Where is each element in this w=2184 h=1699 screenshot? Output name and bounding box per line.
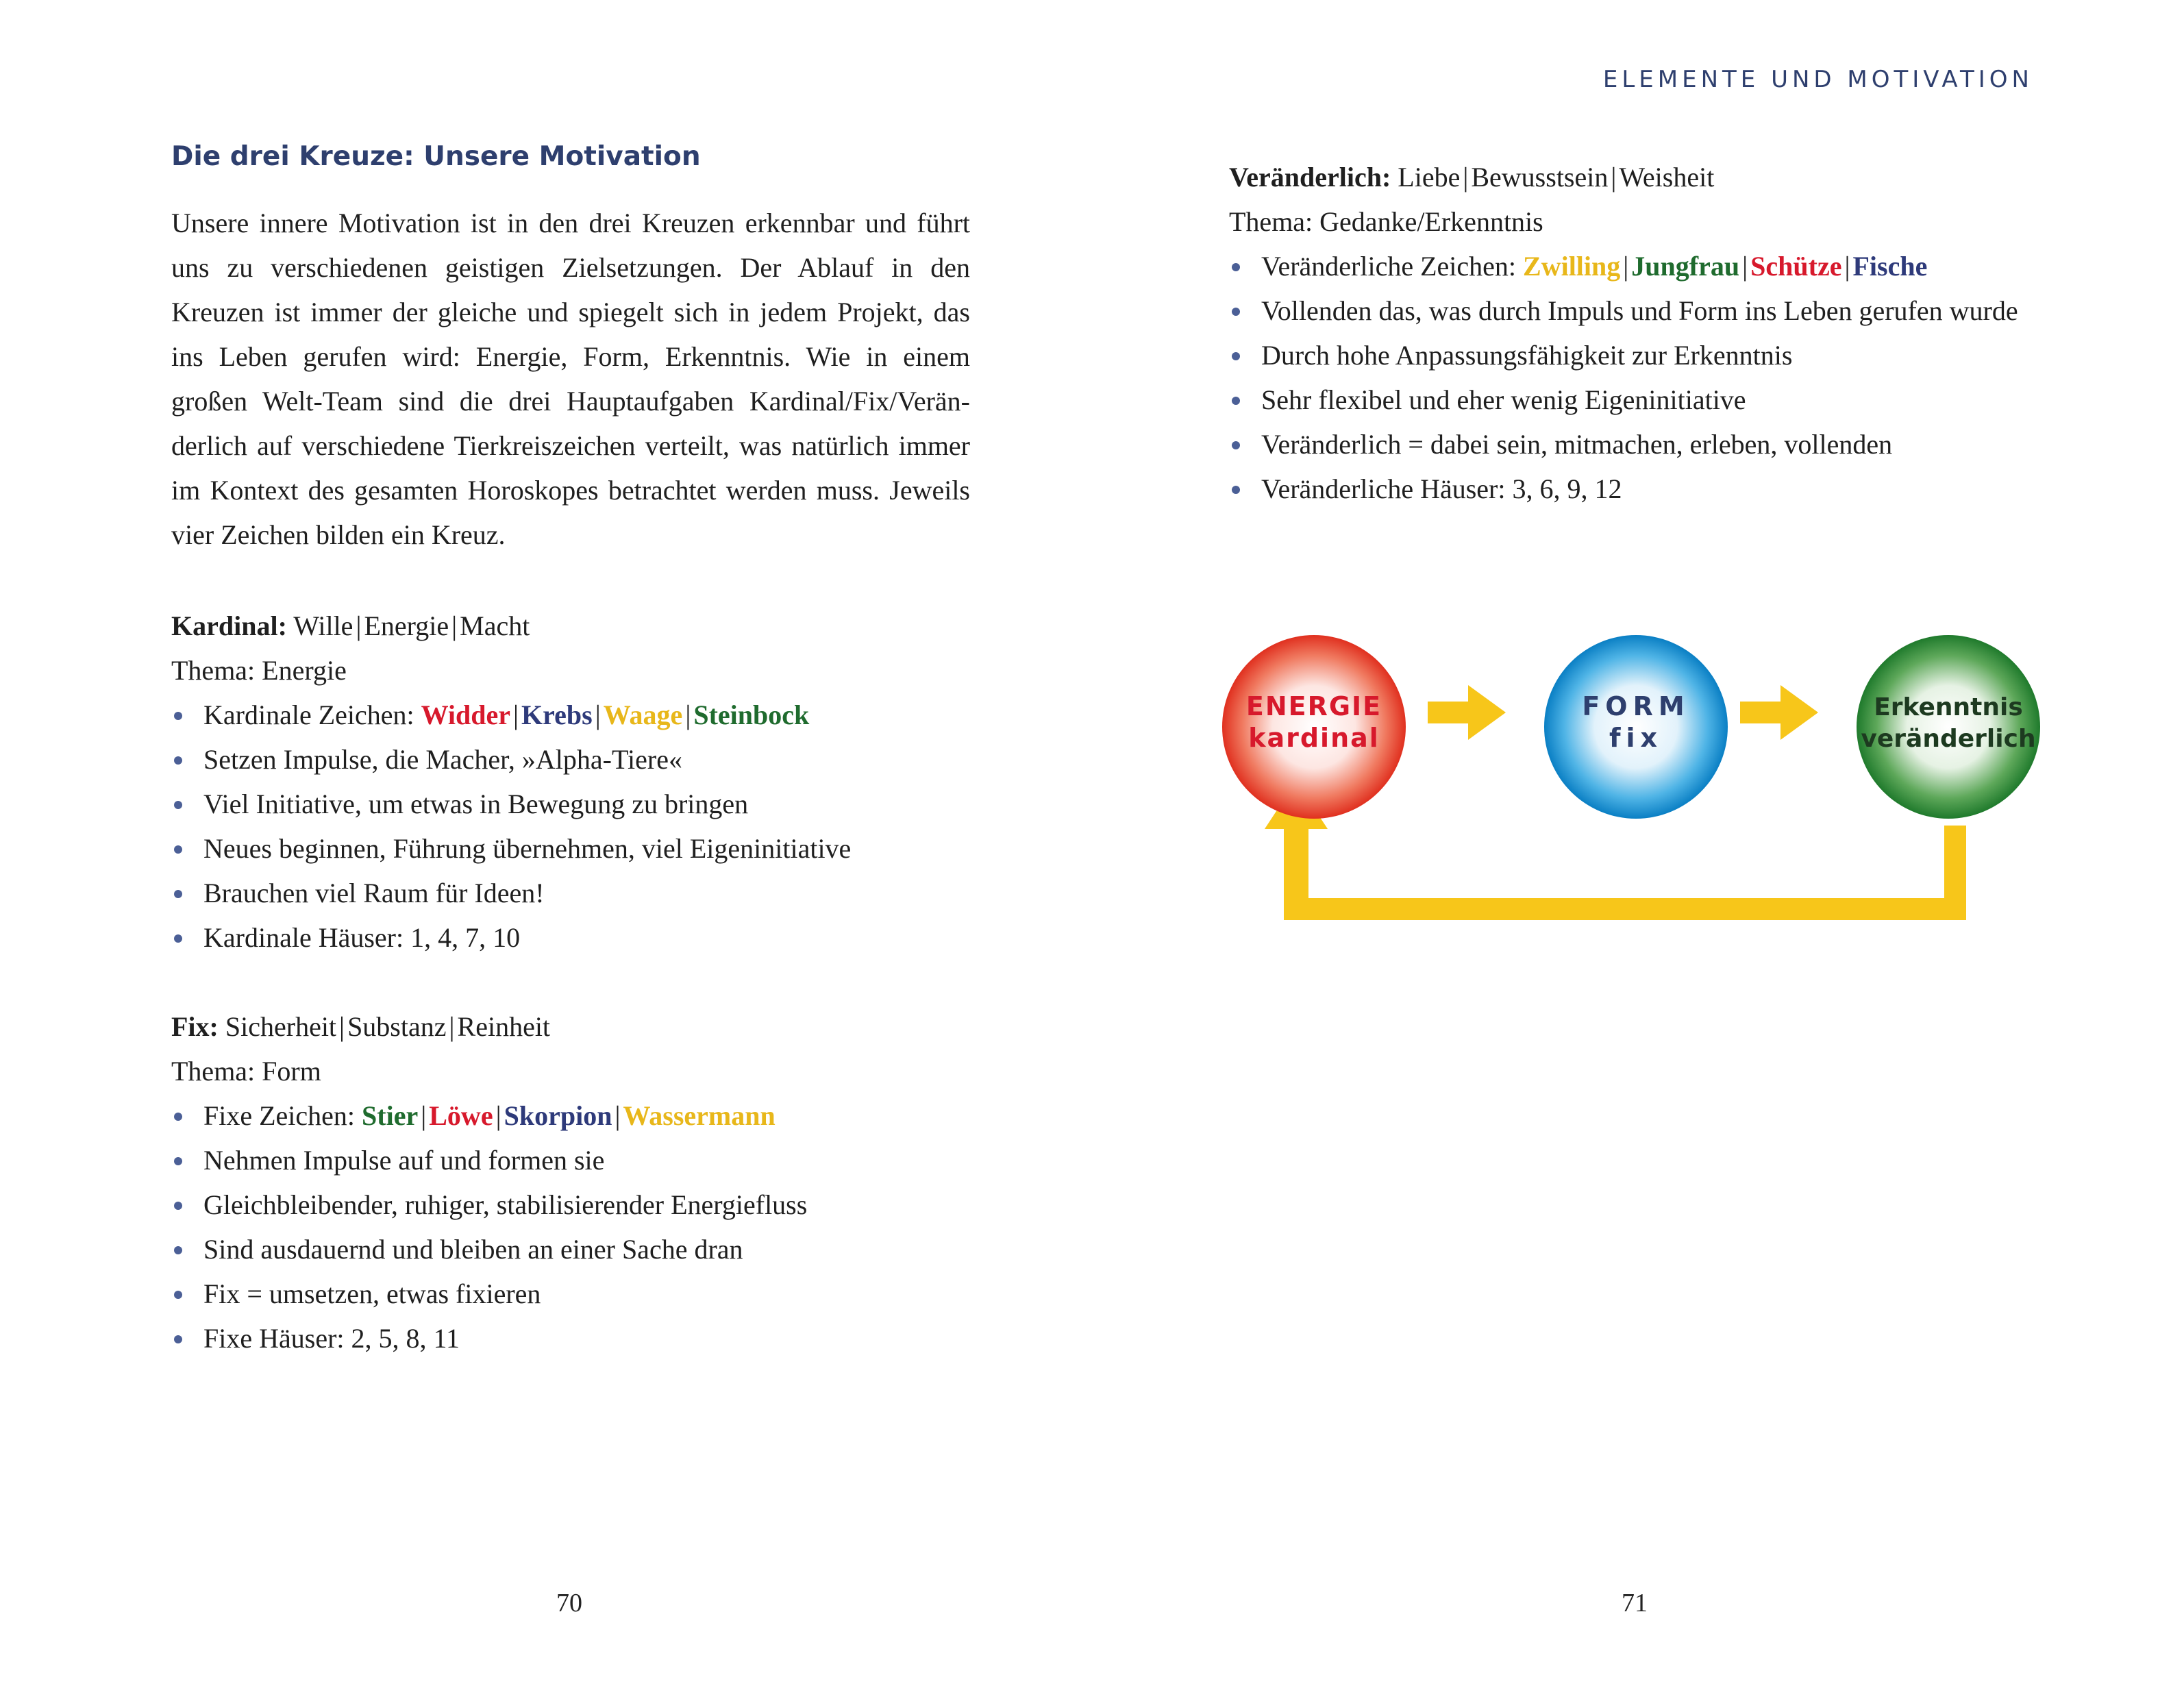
veraenderlich-keywords: Veränderlich: Liebe | Bewusstsein | Weisheit xyxy=(1229,162,1715,193)
intro-paragraph: Unsere innere Motivation ist in den drei Kreuzen erkennbar und führt uns zu verschiedenen geistigen Zielsetzungen. Der Ablauf in den Kreuzen ist immer der gleiche und spiegelt sich in jedem Projekt, das ins Leben gerufen wird: Energie, Form, Erkenntnis. Wie in einem großen Welt-Team sind die drei Hauptaufgaben Kardinal/Fix/Veränderlich auf verschiedene Tierkreiszeichen verteilt, was natürlich immer im Kontext des gesamten Horoskopes betrachtet werden muss. Jeweils vier Zeichen bilden ein Kreuz. xyxy=(171,208,970,550)
veraenderlich-list xyxy=(1229,244,2018,511)
sign-schuetze: Schütze xyxy=(1750,251,1842,282)
arrow-right-icon xyxy=(1428,685,1506,740)
list-item: Sind ausdauernd und bleiben an einer Sache dran xyxy=(171,1227,807,1272)
sign-stier: Stier xyxy=(362,1100,419,1131)
kardinal-theme: Thema: Energie xyxy=(171,655,347,686)
sign-widder: Widder xyxy=(421,699,511,730)
kardinal-keywords: Kardinal: Wille | Energie | Macht xyxy=(171,610,530,641)
running-head: ELEMENTE UND MOTIVATION xyxy=(1602,66,2033,93)
list-item: Durch hohe Anpassungsfähigkeit zur Erkenntnis xyxy=(1229,333,2018,377)
list-item: Vollenden das, was durch Impuls und Form ins Leben gerufen wurde xyxy=(1229,288,2018,333)
sign-waage: Waage xyxy=(603,699,683,730)
sign-loewe: Löwe xyxy=(429,1100,493,1131)
fix-keywords: Fix: Sicherheit | Substanz | Reinheit xyxy=(171,1011,551,1042)
veraenderlich-label: veränderlich xyxy=(1861,725,2036,753)
sign-jungfrau: Jungfrau xyxy=(1631,251,1740,282)
list-item: Veränderliche Häuser: 3, 6, 9, 12 xyxy=(1229,467,2018,511)
page-number-right: 71 xyxy=(1622,1589,1648,1617)
fix-label: Fix: xyxy=(171,1011,219,1042)
sign-skorpion: Skorpion xyxy=(504,1100,612,1131)
list-item: Sehr flexibel und eher wenig Eigeninitiative xyxy=(1229,377,2018,422)
sign-fische: Fische xyxy=(1852,251,1928,282)
fix-section xyxy=(171,1004,807,1361)
right-page xyxy=(1092,0,2184,1699)
sign-zwilling: Zwilling xyxy=(1523,251,1621,282)
form-label: FORM xyxy=(1582,691,1690,721)
motivation-cycle-diagram xyxy=(1222,630,2044,932)
list-item: Veränderlich = dabei sein, mitmachen, erleben, vollenden xyxy=(1229,422,2018,467)
sign-wassermann: Wassermann xyxy=(623,1100,775,1131)
list-item: Kardinale Häuser: 1, 4, 7, 10 xyxy=(171,915,851,960)
kardinal-section xyxy=(171,604,851,960)
list-item: Fix = umsetzen, etwas fixieren xyxy=(171,1272,807,1316)
list-item: Brauchen viel Raum für Ideen! xyxy=(171,871,851,915)
list-item: Veränderliche Zeichen: Zwilling | Jungfrau | Schütze | Fische xyxy=(1229,244,2018,288)
veraenderlich-section xyxy=(1229,155,2018,511)
fix-theme: Thema: Form xyxy=(171,1056,321,1087)
energie-label: ENERGIE xyxy=(1245,691,1382,721)
fix-list xyxy=(171,1093,807,1361)
kardinal-label: Kardinal: xyxy=(171,610,287,641)
list-item: Setzen Impulse, die Macher, »Alpha-Tiere« xyxy=(171,737,851,782)
sign-krebs: Krebs xyxy=(521,699,593,730)
list-item: Gleichbleibender, ruhiger, stabilisierender Energiefluss xyxy=(171,1182,807,1227)
page-number-left: 70 xyxy=(556,1589,582,1617)
list-item: Nehmen Impulse auf und formen sie xyxy=(171,1138,807,1182)
list-item: Kardinale Zeichen: Widder | Krebs | Waage | Steinbock xyxy=(171,693,851,737)
section-heading: Die drei Kreuze: Unsere Motivation xyxy=(171,141,701,172)
sign-steinbock: Steinbock xyxy=(693,699,810,730)
list-item: Fixe Zeichen: Stier | Löwe | Skorpion | Wassermann xyxy=(171,1093,807,1138)
veraenderlich-theme: Thema: Gedanke/Erkenntnis xyxy=(1229,206,1543,237)
veraenderlich-label: Veränderlich: xyxy=(1229,162,1391,193)
arrow-right-icon xyxy=(1740,685,1818,740)
list-item: Fixe Häuser: 2, 5, 8, 11 xyxy=(171,1316,807,1361)
list-item: Neues beginnen, Führung übernehmen, viel Eigeninitiative xyxy=(171,826,851,871)
fix-label: fix xyxy=(1609,723,1663,753)
kardinal-label: kardinal xyxy=(1248,723,1380,753)
list-item: Viel Initiative, um etwas in Bewegung zu bringen xyxy=(171,782,851,826)
kardinal-list xyxy=(171,693,851,960)
erkenntnis-label: Erkenntnis xyxy=(1874,693,2023,721)
